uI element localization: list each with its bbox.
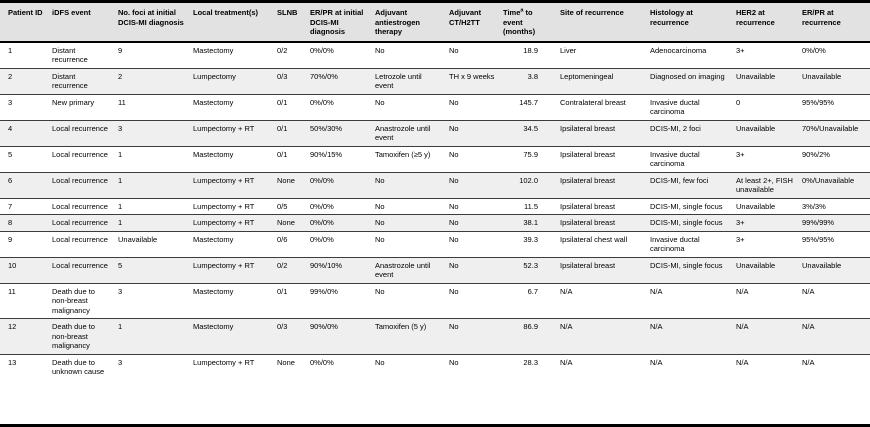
table-cell: None: [275, 215, 308, 232]
table-cell: 90%/10%: [308, 257, 373, 283]
table-cell: 3+: [734, 231, 800, 257]
table-row: [0, 354, 870, 380]
table-cell: Mastectomy: [191, 42, 275, 69]
table-cell: Anastrozole until event: [373, 257, 447, 283]
table-cell: No: [447, 94, 501, 120]
table-cell: 50%/30%: [308, 120, 373, 146]
table-cell: No: [373, 283, 447, 319]
table-cell: Mastectomy: [191, 231, 275, 257]
table-cell: N/A: [734, 319, 800, 355]
table-cell: 0%/Unavailable: [800, 172, 870, 198]
table-row: [0, 198, 870, 215]
table-cell: Death due to non-breast malignancy: [50, 319, 116, 355]
table-cell: 12: [0, 319, 50, 355]
table-cell: 11.5: [501, 198, 558, 215]
table-cell: Invasive ductal carcinoma: [648, 94, 734, 120]
table-cell: At least 2+, FISH unavailable: [734, 172, 800, 198]
table-cell: No: [447, 215, 501, 232]
table-cell: Distant recurrence: [50, 68, 116, 94]
table-cell: 70%/0%: [308, 68, 373, 94]
table-cell: Lumpectomy + RT: [191, 120, 275, 146]
table-cell: N/A: [558, 354, 648, 380]
table-cell: 3: [116, 120, 191, 146]
table-cell: Ipsilateral breast: [558, 120, 648, 146]
table-cell: 102.0: [501, 172, 558, 198]
table-cell: No: [447, 172, 501, 198]
table-cell: Leptomeningeal: [558, 68, 648, 94]
table-cell: No: [447, 120, 501, 146]
table-cell: Invasive ductal carcinoma: [648, 146, 734, 172]
table-cell: 3: [116, 283, 191, 319]
column-header: No. foci at initial DCIS-MI diagnosis: [116, 3, 191, 42]
table-cell: Unavailable: [734, 198, 800, 215]
table-row: [0, 319, 870, 355]
table-cell: N/A: [800, 283, 870, 319]
table-row: [0, 283, 870, 319]
table-cell: DCIS-MI, 2 foci: [648, 120, 734, 146]
table-cell: N/A: [648, 283, 734, 319]
table-cell: Local recurrence: [50, 172, 116, 198]
table-cell: Unavailable: [116, 231, 191, 257]
table-cell: 7: [0, 198, 50, 215]
table-cell: 0/1: [275, 283, 308, 319]
column-header: Histology at recurrence: [648, 3, 734, 42]
column-header: HER2 at recurrence: [734, 3, 800, 42]
table-cell: 0/1: [275, 120, 308, 146]
table-cell: Mastectomy: [191, 94, 275, 120]
table-cell: 0%/0%: [308, 215, 373, 232]
table-cell: No: [447, 146, 501, 172]
column-header: ER/PR at initial DCIS-MI diagnosis: [308, 3, 373, 42]
table-cell: 95%/95%: [800, 231, 870, 257]
table-cell: N/A: [558, 319, 648, 355]
table-cell: 28.3: [501, 354, 558, 380]
table-cell: N/A: [800, 319, 870, 355]
table-cell: 0/2: [275, 257, 308, 283]
table-cell: 90%/0%: [308, 319, 373, 355]
table-cell: 3: [116, 354, 191, 380]
table-cell: No: [447, 231, 501, 257]
table-cell: Lumpectomy + RT: [191, 172, 275, 198]
table-header-row: [0, 3, 870, 42]
table-cell: No: [373, 94, 447, 120]
table-cell: 0%/0%: [308, 231, 373, 257]
table-cell: No: [373, 198, 447, 215]
table-body: [0, 42, 870, 380]
table-cell: N/A: [648, 319, 734, 355]
table-cell: 1: [116, 319, 191, 355]
table-cell: Ipsilateral breast: [558, 257, 648, 283]
table-cell: No: [447, 257, 501, 283]
table-cell: Lumpectomy + RT: [191, 257, 275, 283]
table-cell: Lumpectomy + RT: [191, 215, 275, 232]
table-cell: 9: [0, 231, 50, 257]
table-cell: Tamoxifen (≥5 y): [373, 146, 447, 172]
column-header-text: to event (months): [503, 8, 536, 37]
table-cell: None: [275, 354, 308, 380]
table-cell: DCIS-MI, single focus: [648, 257, 734, 283]
table-cell: New primary: [50, 94, 116, 120]
table-cell: DCIS-MI, single focus: [648, 198, 734, 215]
table-cell: No: [447, 198, 501, 215]
table-cell: Ipsilateral breast: [558, 215, 648, 232]
table-cell: 0/3: [275, 68, 308, 94]
table-cell: Adenocarcinoma: [648, 42, 734, 69]
table-cell: 52.3: [501, 257, 558, 283]
table-cell: 0/5: [275, 198, 308, 215]
table-cell: Letrozole until event: [373, 68, 447, 94]
table-header: [0, 3, 870, 42]
table-cell: None: [275, 172, 308, 198]
table-cell: 8: [0, 215, 50, 232]
table-cell: Unavailable: [800, 257, 870, 283]
table-cell: No: [373, 172, 447, 198]
table-cell: Local recurrence: [50, 231, 116, 257]
table-row: [0, 231, 870, 257]
table-cell: 0: [734, 94, 800, 120]
table-row: [0, 146, 870, 172]
table-cell: N/A: [648, 354, 734, 380]
column-header: Adjuvant antiestrogen therapy: [373, 3, 447, 42]
table-cell: Unavailable: [734, 68, 800, 94]
table-row: [0, 68, 870, 94]
table-cell: DCIS-MI, few foci: [648, 172, 734, 198]
table-cell: 1: [116, 172, 191, 198]
table-cell: Tamoxifen (5 y): [373, 319, 447, 355]
table-cell: 0%/0%: [308, 94, 373, 120]
table-cell: Liver: [558, 42, 648, 69]
table-cell: No: [373, 354, 447, 380]
table-cell: 1: [0, 42, 50, 69]
table-cell: 38.1: [501, 215, 558, 232]
column-header: [501, 3, 558, 42]
table-cell: 11: [116, 94, 191, 120]
table-cell: Mastectomy: [191, 319, 275, 355]
table-cell: 75.9: [501, 146, 558, 172]
table-cell: Ipsilateral breast: [558, 172, 648, 198]
table-cell: 6.7: [501, 283, 558, 319]
table-cell: No: [373, 215, 447, 232]
table-cell: 0%/0%: [308, 354, 373, 380]
table-cell: Death due to non-breast malignancy: [50, 283, 116, 319]
table-cell: 0%/0%: [308, 172, 373, 198]
table-cell: Ipsilateral chest wall: [558, 231, 648, 257]
table-cell: Local recurrence: [50, 215, 116, 232]
column-header: Site of recurrence: [558, 3, 648, 42]
footnote-marker: a: [520, 7, 524, 14]
table-cell: 1: [116, 198, 191, 215]
table-row: [0, 94, 870, 120]
column-header: ER/PR at recurrence: [800, 3, 870, 42]
table-cell: Lumpectomy: [191, 68, 275, 94]
table-cell: DCIS-MI, single focus: [648, 215, 734, 232]
table-cell: 3+: [734, 215, 800, 232]
table-row: [0, 42, 870, 69]
table-cell: 10: [0, 257, 50, 283]
table-cell: 70%/Unavailable: [800, 120, 870, 146]
table-row: [0, 120, 870, 146]
table-cell: 3+: [734, 42, 800, 69]
table-cell: Local recurrence: [50, 257, 116, 283]
table-cell: 3+: [734, 146, 800, 172]
table-cell: Death due to unknown cause: [50, 354, 116, 380]
column-header-text: Time: [503, 8, 521, 17]
table-cell: Mastectomy: [191, 146, 275, 172]
table-row: [0, 172, 870, 198]
table-cell: Local recurrence: [50, 146, 116, 172]
column-header: Patient ID: [0, 3, 50, 42]
table-cell: Lumpectomy + RT: [191, 198, 275, 215]
table-cell: 39.3: [501, 231, 558, 257]
table-cell: 0/1: [275, 146, 308, 172]
table-row: [0, 215, 870, 232]
table-cell: 11: [0, 283, 50, 319]
table-cell: 0%/0%: [308, 198, 373, 215]
table-cell: 99%/0%: [308, 283, 373, 319]
table-cell: N/A: [734, 283, 800, 319]
table-cell: 6: [0, 172, 50, 198]
table-cell: Distant recurrence: [50, 42, 116, 69]
patient-recurrence-table: [0, 3, 870, 380]
table-cell: N/A: [558, 283, 648, 319]
table-cell: 3.8: [501, 68, 558, 94]
table-cell: TH x 9 weeks: [447, 68, 501, 94]
table-cell: 9: [116, 42, 191, 69]
table-cell: No: [373, 42, 447, 69]
table-cell: Diagnosed on imaging: [648, 68, 734, 94]
table-cell: 2: [0, 68, 50, 94]
table-cell: No: [447, 319, 501, 355]
column-header: SLNB: [275, 3, 308, 42]
table-cell: Anastrozole until event: [373, 120, 447, 146]
table-cell: 1: [116, 146, 191, 172]
table-cell: N/A: [800, 354, 870, 380]
table-cell: No: [447, 354, 501, 380]
table-cell: 0/6: [275, 231, 308, 257]
table-cell: Local recurrence: [50, 198, 116, 215]
table-cell: 2: [116, 68, 191, 94]
table-cell: Mastectomy: [191, 283, 275, 319]
table-row: [0, 257, 870, 283]
table-cell: Ipsilateral breast: [558, 146, 648, 172]
table-cell: N/A: [734, 354, 800, 380]
table-cell: 5: [0, 146, 50, 172]
table-cell: No: [447, 283, 501, 319]
table-cell: 13: [0, 354, 50, 380]
column-header: iDFS event: [50, 3, 116, 42]
table-cell: 145.7: [501, 94, 558, 120]
table-cell: 5: [116, 257, 191, 283]
table-cell: No: [447, 42, 501, 69]
table-cell: 18.9: [501, 42, 558, 69]
table-cell: 90%/15%: [308, 146, 373, 172]
table-cell: Lumpectomy + RT: [191, 354, 275, 380]
table-cell: Unavailable: [734, 257, 800, 283]
table-cell: 0/2: [275, 42, 308, 69]
table-cell: 0/3: [275, 319, 308, 355]
table-cell: 3%/3%: [800, 198, 870, 215]
table-cell: Ipsilateral breast: [558, 198, 648, 215]
column-header: Adjuvant CT/H2TT: [447, 3, 501, 42]
table-cell: 99%/99%: [800, 215, 870, 232]
table-cell: 95%/95%: [800, 94, 870, 120]
column-header: Local treatment(s): [191, 3, 275, 42]
table-cell: No: [373, 231, 447, 257]
table-cell: 0%/0%: [308, 42, 373, 69]
table-cell: Unavailable: [734, 120, 800, 146]
table-cell: Invasive ductal carcinoma: [648, 231, 734, 257]
table-cell: Local recurrence: [50, 120, 116, 146]
table-cell: 90%/2%: [800, 146, 870, 172]
table-cell: Unavailable: [800, 68, 870, 94]
table-cell: 3: [0, 94, 50, 120]
table-cell: 0%/0%: [800, 42, 870, 69]
table-cell: 1: [116, 215, 191, 232]
table-cell: 4: [0, 120, 50, 146]
table-cell: 86.9: [501, 319, 558, 355]
table-cell: Contralateral breast: [558, 94, 648, 120]
table-cell: 0/1: [275, 94, 308, 120]
table-cell: 34.5: [501, 120, 558, 146]
